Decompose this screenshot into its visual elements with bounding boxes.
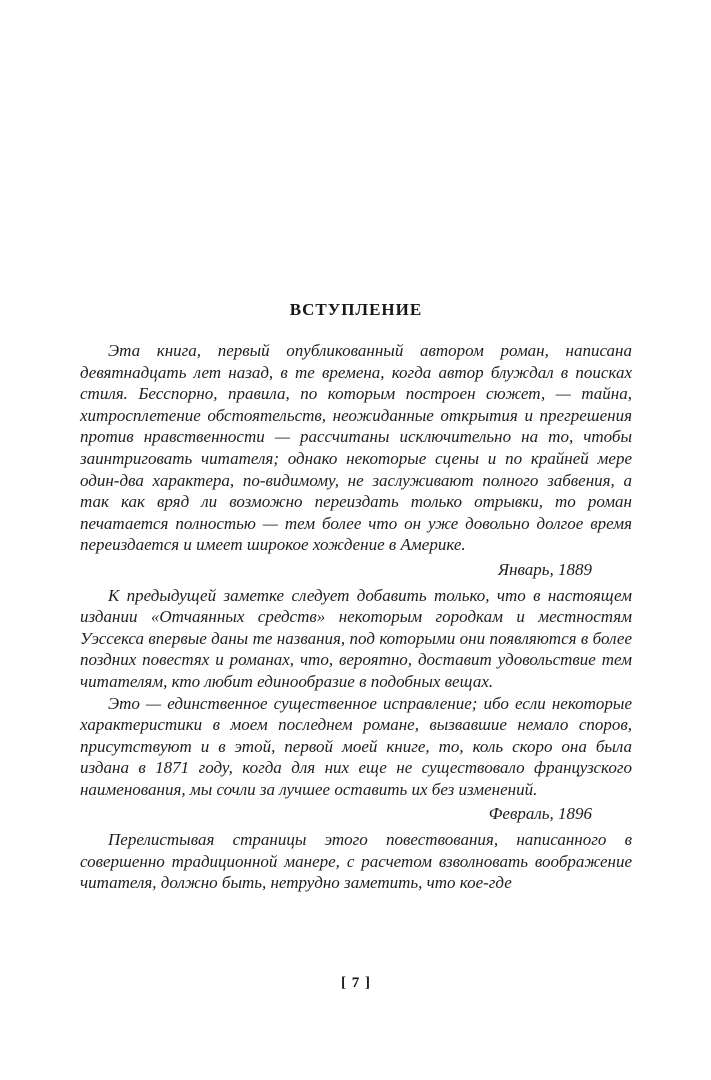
content-column	[80, 300, 632, 894]
date-line-2: Февраль, 1896	[488, 804, 592, 824]
paragraph-1: Эта книга, первый опубликованный автором роман, написана девятнадцать лет назад, в те времена, когда автор блуждал в поисках стиля. Бесспорно, правила, по которым построен сюжет, — тайна, хитросплетение обстоятельств, неожиданные открытия и прегрешения против нравственности — рассчитаны исключительно на то, чтобы заинтриговать читателя; однако некоторые сцены и по крайней мере один-два характера, по-видимому, не заслуживают полного забвения, а так как вряд ли возможно переиздать только отрывки, то роман печатается полностью — тем более что он уже довольно долгое время переиздается и имеет широкое хождение в Америке.	[80, 341, 632, 555]
paragraph-3: Это — единственное существенное исправление; ибо если некоторые характеристики в моем последнем романе, вызвавшие немало споров, присутствуют и в этой, первой моей книге, то, коль скоро она была издана в 1871 году, когда для них еще не существовало французского наименования, мы сочли за лучшее оставить их без изменений.	[80, 693, 632, 799]
page-number: [ 7 ]	[341, 975, 371, 991]
date-line-1: Январь, 1889	[497, 559, 592, 579]
paragraph-4: Перелистывая страницы этого повествования, написанного в совершенно традиционной манере, с расчетом взволновать воображение читателя, должно быть, нетрудно заметить, что кое-где	[80, 830, 632, 893]
chapter-title: ВСТУПЛЕНИЕ	[289, 300, 423, 319]
paragraph-2: К предыдущей заметке следует добавить только, что в настоящем издании «Отчаянных средств» некоторым городкам и местностям Уэссекса впервые даны те названия, под которыми они появляются в более поздних повестях и романах, что, вероятно, доставит удовольствие тем читателям, кто любит единообразие в подобных вещах.	[80, 585, 632, 691]
